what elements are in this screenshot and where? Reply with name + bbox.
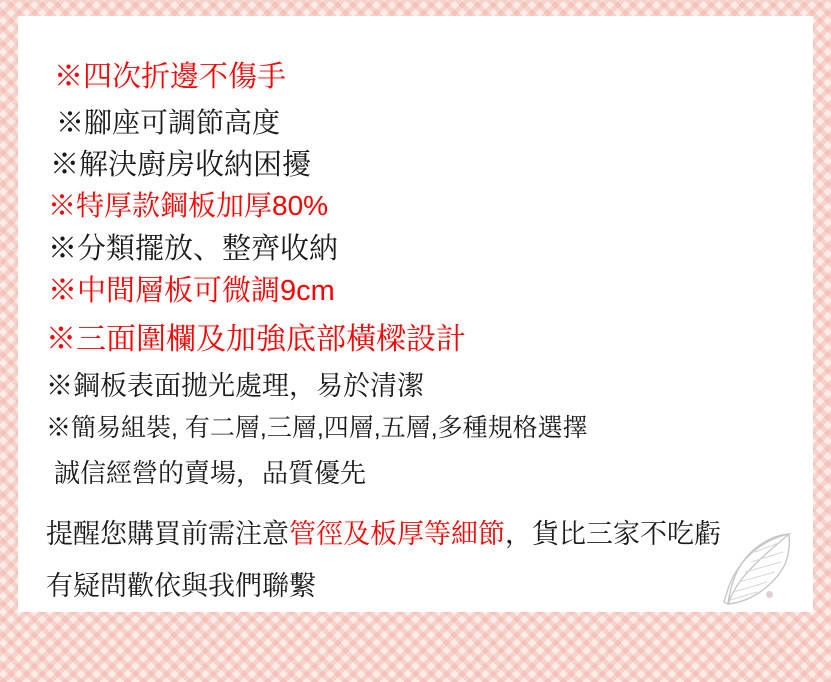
feature-line-7: ※三面圍欄及加強底部橫樑設計	[46, 323, 466, 356]
decorative-dot	[766, 591, 773, 598]
trust-statement: 誠信經營的賣場，品質優先	[54, 458, 367, 488]
feature-line-4: ※特厚款鋼板加厚80%	[48, 190, 329, 221]
feature-line-1: ※四次折邊不傷手	[54, 61, 287, 93]
purchase-notice-highlight: 管徑及板厚等細節	[289, 519, 505, 549]
purchase-notice-suffix: ，貨比三家不吃虧	[505, 519, 721, 549]
feature-line-9: ※簡易組裝, 有二層,三層,四層,五層,多種規格選擇	[46, 414, 588, 442]
leaf-icon	[715, 530, 795, 606]
contact-line: 有疑問歡依與我們聯繫	[46, 571, 316, 601]
purchase-notice-prefix: 提醒您購買前需注意	[46, 519, 289, 549]
feature-line-6: ※中間層板可微調9cm	[48, 275, 335, 307]
content-card	[18, 16, 813, 612]
feature-line-3: ※解決廚房收納困擾	[50, 149, 312, 181]
feature-line-2: ※腳座可調節高度	[56, 107, 281, 138]
feature-line-8: ※鋼板表面拋光處理，易於清潔	[46, 371, 424, 401]
feature-line-5: ※分類擺放、整齊收納	[48, 233, 339, 265]
purchase-notice	[46, 512, 721, 551]
